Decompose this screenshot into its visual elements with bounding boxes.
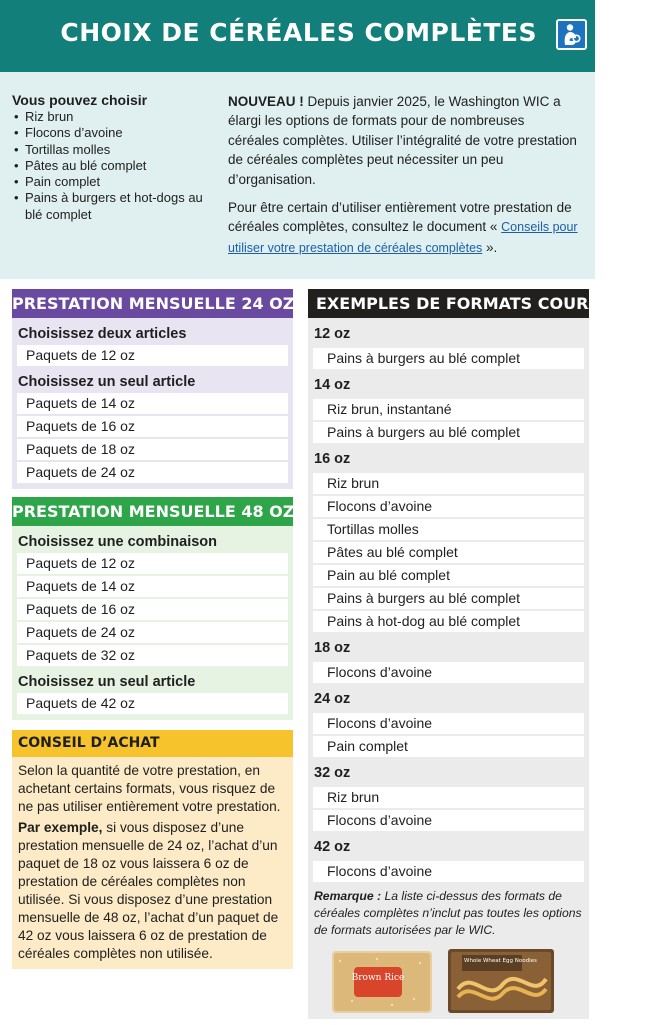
sure-end: ».: [482, 239, 498, 255]
page-header: [0, 0, 595, 72]
brown-rice-package-image: [332, 951, 432, 1013]
list-item: • Riz brun: [12, 109, 217, 125]
remark: [308, 884, 589, 939]
product-photos: [328, 949, 558, 1013]
list-item: Paquets de 12 oz: [17, 345, 288, 366]
list-item: Paquets de 18 oz: [17, 439, 288, 460]
list-item: Flocons d’avoine: [313, 496, 584, 517]
list-item: Pains à hot-dog au blé complet: [313, 611, 584, 632]
group-heading: Choisissez deux articles: [18, 326, 187, 342]
examples-band: EXEMPLES DE FORMATS COURANTS :: [308, 289, 589, 318]
list-item: Flocons d’avoine: [313, 861, 584, 882]
list-item: Pâtes au blé complet: [313, 542, 584, 563]
tip-band: CONSEIL D’ACHAT: [12, 730, 293, 757]
list-item: Riz brun, instantané: [313, 399, 584, 420]
list-item: Pains à burgers au blé complet: [313, 422, 584, 443]
list-item: Flocons d’avoine: [313, 713, 584, 734]
size-heading: 42 oz: [314, 839, 351, 855]
tip-paragraph: Selon la quantité de votre prestation, en achetant certains formats, vous risquez de ne pas utiliser entièrement votre prestation.: [18, 763, 281, 814]
list-item: Paquets de 12 oz: [17, 553, 288, 574]
choose-items: [12, 109, 217, 223]
list-item: Paquets de 14 oz: [17, 576, 288, 597]
new-announcement: [228, 92, 578, 258]
example-label: Par exemple,: [18, 820, 103, 835]
list-item: Pains à burgers au blé complet: [313, 348, 584, 369]
group-heading: Choisissez un seul article: [18, 674, 196, 690]
page-title: CHOIX DE CÉRÉALES COMPLÈTES: [60, 18, 537, 47]
intro-panel: [0, 72, 595, 279]
list-item: Paquets de 16 oz: [17, 416, 288, 437]
group-heading: Choisissez une combinaison: [18, 534, 218, 550]
size-heading: 12 oz: [314, 326, 351, 342]
monthly-48-box: [12, 526, 293, 720]
list-item: • Pain complet: [12, 174, 217, 190]
new-paragraph: [228, 92, 578, 189]
rice-label-text: Brown Rice: [351, 973, 405, 983]
list-item: Pain complet: [313, 736, 584, 757]
list-item: Paquets de 16 oz: [17, 599, 288, 620]
monthly-24-band: PRESTATION MENSUELLE 24 OZ :: [12, 289, 293, 318]
size-heading: 24 oz: [314, 691, 351, 707]
new-text: Depuis janvier 2025, le Washington WIC a élargi les options de formats pour de nombreuses céréales complètes. Utiliser l’intégralité de votre prestation de céréales complètes peut nécessiter un peu d’organisation.: [228, 94, 577, 187]
breastfeeding-mother-icon: [556, 19, 587, 50]
choose-title: Vous pouvez choisir: [12, 92, 148, 108]
list-item: Pain au blé complet: [313, 565, 584, 586]
size-heading: 18 oz: [314, 640, 351, 656]
list-item: Pains à burgers au blé complet: [313, 588, 584, 609]
list-item: • Pâtes au blé complet: [12, 158, 217, 174]
list-item: Paquets de 32 oz: [17, 645, 288, 666]
tips-document-link[interactable]: Conseils pour utiliser votre prestation de céréales complètes: [228, 220, 578, 255]
size-heading: 32 oz: [314, 765, 351, 781]
left-column: [12, 289, 307, 969]
list-item: Paquets de 24 oz: [17, 622, 288, 643]
list-item: • Pains à burgers et hot-dogs au blé complet: [12, 190, 217, 223]
list-item: Flocons d’avoine: [313, 662, 584, 683]
sure-paragraph: [228, 198, 578, 258]
list-item: • Flocons d’avoine: [12, 125, 217, 141]
example-text: si vous disposez d’une prestation mensuelle de 24 oz, l’achat d’un paquet de 18 oz vous laissera 6 oz de prestation de céréales complètes non utilisée. Si vous disposez d’une prestation mensuelle de 48 oz, l’achat d’un paquet de 42 oz vous laissera 6 oz de prestation de céréales complètes non utilisée.: [18, 820, 279, 961]
list-item: Paquets de 42 oz: [17, 693, 288, 714]
list-item: Riz brun: [313, 787, 584, 808]
noodles-label-text: Whole Wheat Egg Noodles: [464, 958, 537, 964]
remark-text: La liste ci-dessus des formats de céréales complètes n’inclut pas toutes les options de formats autorisées par le WIC.: [314, 889, 582, 937]
tip-body: [12, 757, 293, 969]
right-column: [308, 289, 649, 1019]
choose-list: [12, 92, 217, 223]
list-item: Tortillas molles: [313, 519, 584, 540]
group-heading: Choisissez un seul article: [18, 374, 196, 390]
list-item: Flocons d’avoine: [313, 810, 584, 831]
tip-example: [18, 819, 285, 963]
remark-label: Remarque :: [314, 889, 382, 903]
list-item: Paquets de 24 oz: [17, 462, 288, 483]
sure-text: Pour être certain d’utiliser entièrement votre prestation de céréales complètes, consultez le document «: [228, 200, 572, 235]
size-sections: [308, 320, 589, 882]
list-item: Riz brun: [313, 473, 584, 494]
new-label: NOUVEAU !: [228, 94, 304, 109]
size-heading: 14 oz: [314, 377, 351, 393]
monthly-48-band: PRESTATION MENSUELLE 48 OZ :: [12, 497, 293, 526]
monthly-24-box: [12, 318, 293, 489]
list-item: • Tortillas molles: [12, 142, 217, 158]
list-item: Paquets de 14 oz: [17, 393, 288, 414]
egg-noodles-package-image: [448, 949, 554, 1013]
size-heading: 16 oz: [314, 451, 351, 467]
